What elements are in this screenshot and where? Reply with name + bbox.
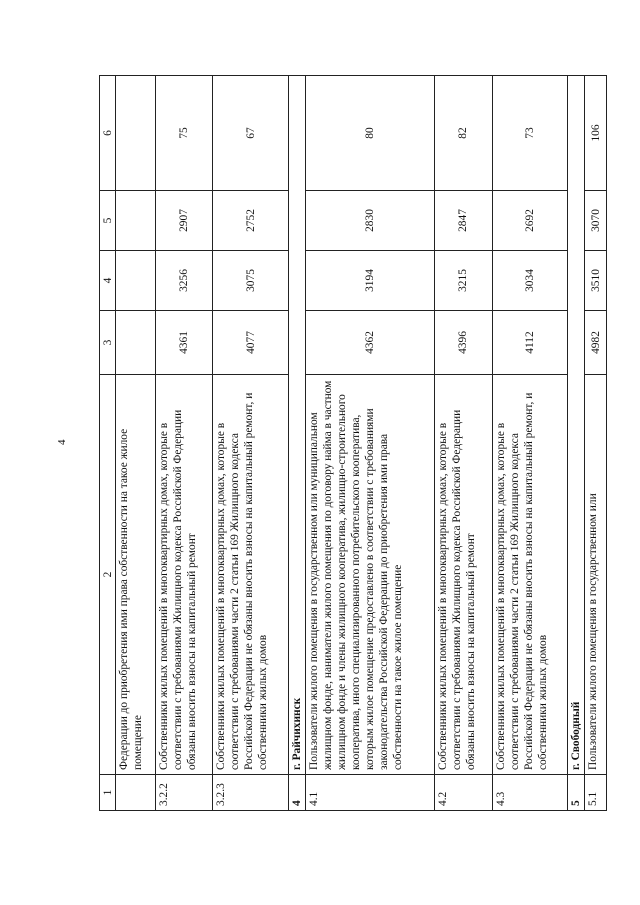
value-col-6-cell — [116, 76, 156, 191]
value-col-6-cell: 67 — [213, 76, 289, 191]
section-title-cell: г. Свободный — [568, 76, 585, 775]
section-title-cell: г. Райчихинск — [288, 76, 305, 775]
value-col-4-cell: 3510 — [585, 251, 607, 311]
column-number-5: 5 — [100, 191, 116, 251]
row-description-cell: Собственники жилых помещений в многоквартирных домах, которые в соответствии с требованиями части 2 статьи 169 Жилищного кодекса Российской Федерации не обязаны вносить взносы на капитальный ремонт, и собственники жилых домов — [492, 375, 568, 775]
row-description-cell: Федерации до приобретения ими права собственности на такое жилое помещение — [116, 375, 156, 775]
page-number: 4 — [56, 439, 68, 445]
row-code-cell — [116, 775, 156, 811]
section-row — [288, 76, 305, 811]
value-col-3-cell: 4361 — [155, 311, 213, 375]
table-row — [116, 76, 156, 811]
value-col-4-cell: 3215 — [435, 251, 493, 311]
value-col-6-cell: 73 — [492, 76, 568, 191]
value-col-4-cell: 3034 — [492, 251, 568, 311]
value-col-4-cell: 3194 — [305, 251, 434, 311]
value-col-5-cell — [116, 191, 156, 251]
value-col-3-cell: 4112 — [492, 311, 568, 375]
column-number-1: 1 — [100, 775, 116, 811]
value-col-6-cell: 75 — [155, 76, 213, 191]
value-col-5-cell: 2692 — [492, 191, 568, 251]
column-number-2: 2 — [100, 375, 116, 775]
row-description-cell: Пользователи жилого помещения в государственном или муниципальном жилищном фонде, наниматели жилого помещения по договору найма в частном жилищном фонде и члены жилищного кооператива, жилищно-строительного кооператива, иного специализированного потребительского кооператива, которым жилое помещение предоставлено в соответствии с требованиями законодательства Российской Федерации до приобретения ими права собственности на такое жилое помещение — [305, 375, 434, 775]
row-code-cell: 4.2 — [435, 775, 493, 811]
value-col-5-cell: 2907 — [155, 191, 213, 251]
value-col-5-cell: 2847 — [435, 191, 493, 251]
row-description-cell: Пользователи жилого помещения в государственном или — [585, 375, 607, 775]
rotated-page-content — [99, 76, 607, 811]
table-row — [585, 76, 607, 811]
row-description-cell: Собственники жилых помещений в многоквартирных домах, которые в соответствии с требованиями части 2 статьи 169 Жилищного кодекса Российской Федерации не обязаны вносить взносы на капитальный ремонт, и собственники жилых домов — [213, 375, 289, 775]
tariff-table — [99, 75, 607, 811]
row-code-cell: 3.2.2 — [155, 775, 213, 811]
column-number-header-row — [100, 76, 116, 811]
value-col-4-cell — [116, 251, 156, 311]
section-code-cell: 5 — [568, 775, 585, 811]
table-row — [155, 76, 213, 811]
row-code-cell: 3.2.3 — [213, 775, 289, 811]
value-col-4-cell: 3256 — [155, 251, 213, 311]
row-code-cell: 4.3 — [492, 775, 568, 811]
value-col-3-cell: 4982 — [585, 311, 607, 375]
row-code-cell: 4.1 — [305, 775, 434, 811]
value-col-3-cell: 4362 — [305, 311, 434, 375]
row-description-cell: Собственники жилых помещений в многоквартирных домах, которые в соответствии с требованиями Жилищного кодекса Российской Федерации обязаны вносить взносы на капитальный ремонт — [435, 375, 493, 775]
value-col-6-cell: 82 — [435, 76, 493, 191]
column-number-3: 3 — [100, 311, 116, 375]
value-col-4-cell: 3075 — [213, 251, 289, 311]
row-code-cell: 5.1 — [585, 775, 607, 811]
column-number-6: 6 — [100, 76, 116, 191]
section-row — [568, 76, 585, 811]
column-number-4: 4 — [100, 251, 116, 311]
table-row — [492, 76, 568, 811]
table-row — [213, 76, 289, 811]
value-col-3-cell: 4396 — [435, 311, 493, 375]
value-col-6-cell: 106 — [585, 76, 607, 191]
table-row — [435, 76, 493, 811]
value-col-3-cell — [116, 311, 156, 375]
section-code-cell: 4 — [288, 775, 305, 811]
table-row — [305, 76, 434, 811]
row-description-cell: Собственники жилых помещений в многоквартирных домах, которые в соответствии с требованиями Жилищного кодекса Российской Федерации обязаны вносить взносы на капитальный ремонт — [155, 375, 213, 775]
value-col-5-cell: 2830 — [305, 191, 434, 251]
value-col-5-cell: 2752 — [213, 191, 289, 251]
value-col-6-cell: 80 — [305, 76, 434, 191]
value-col-5-cell: 3070 — [585, 191, 607, 251]
value-col-3-cell: 4077 — [213, 311, 289, 375]
